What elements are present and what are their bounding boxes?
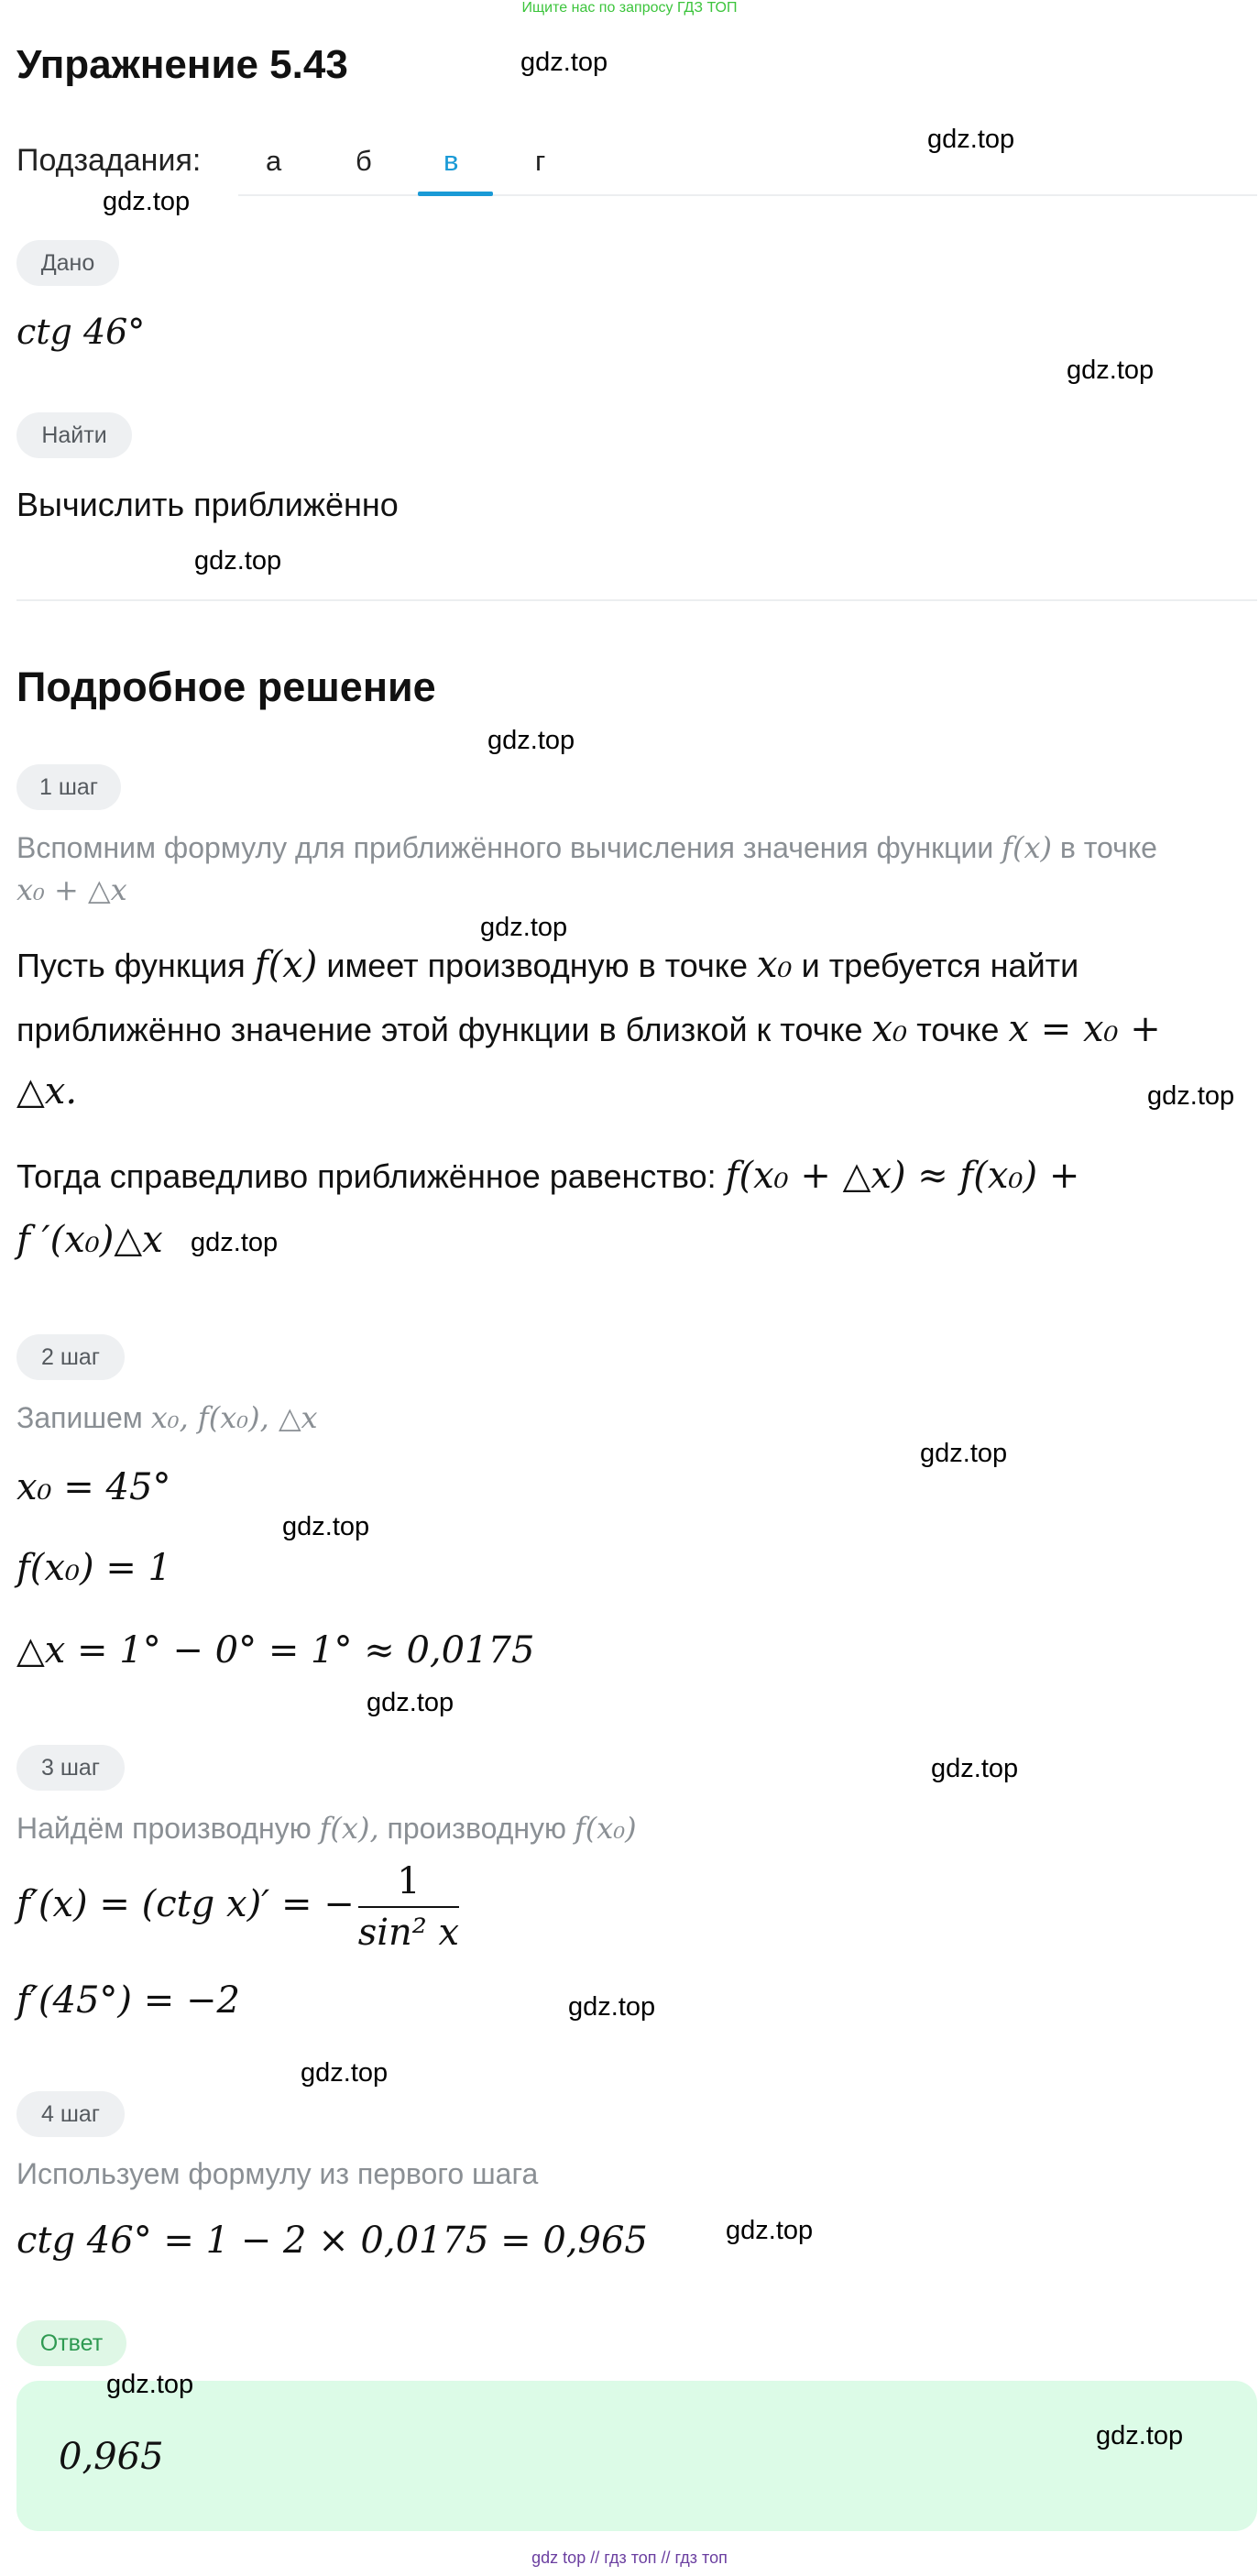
watermark: gdz.top bbox=[103, 187, 191, 216]
step-3-hint-b: производную bbox=[387, 1812, 567, 1845]
step-1-para-5: f ′(x₀)△x bbox=[16, 1219, 163, 1261]
step-4-badge: 4 шаг bbox=[16, 2091, 125, 2137]
step-1-p2-b: точке bbox=[916, 1011, 1000, 1048]
step-3-line-2: f′(45°) = −2 bbox=[16, 1979, 240, 2022]
step-1-para-4 bbox=[16, 1155, 1079, 1197]
step-3-hint-fx: f(x), bbox=[319, 1811, 379, 1846]
watermark: gdz.top bbox=[520, 48, 608, 77]
answer-badge: Ответ bbox=[16, 2320, 126, 2366]
given-expression: ctg 46° bbox=[16, 312, 146, 352]
step-3-badge: 3 шаг bbox=[16, 1745, 125, 1791]
step-1-p2-x0: x₀ bbox=[871, 1008, 908, 1050]
step-2-line-2: f(x₀) = 1 bbox=[16, 1547, 172, 1589]
watermark: gdz.top bbox=[1147, 1081, 1235, 1111]
solution-title: Подробное решение bbox=[16, 663, 436, 710]
step-3-hint bbox=[16, 1811, 637, 1846]
answer-box bbox=[16, 2381, 1257, 2531]
page-title: Упражнение 5.43 bbox=[16, 42, 348, 87]
watermark: gdz.top bbox=[194, 546, 282, 575]
watermark: gdz.top bbox=[568, 1992, 656, 2022]
find-text: Вычислить приближённо bbox=[16, 486, 399, 523]
step-3-line-1 bbox=[16, 1860, 463, 1954]
step-2-line-3: △x = 1° − 0° = 1° ≈ 0,0175 bbox=[16, 1629, 535, 1672]
tab-b[interactable]: б bbox=[356, 145, 372, 177]
active-tab-indicator bbox=[418, 192, 493, 196]
watermark: gdz.top bbox=[480, 913, 568, 942]
tab-v[interactable]: в bbox=[443, 145, 459, 177]
step-3-hint-a: Найдём производную bbox=[16, 1812, 312, 1845]
header-note: Ищите нас по запросу ГДЗ ТОП bbox=[521, 0, 738, 16]
step-1-p4-a: Тогда справедливо приближённое равенство: bbox=[16, 1157, 717, 1195]
watermark: gdz.top bbox=[106, 2370, 194, 2399]
step-3-fraction bbox=[358, 1860, 459, 1954]
answer-value: 0,965 bbox=[59, 2436, 164, 2478]
step-1-hint-point: x₀ + △x bbox=[16, 872, 127, 907]
step-1-hint-fx: f(x) bbox=[1002, 830, 1052, 865]
watermark: gdz.top bbox=[191, 1228, 279, 1257]
step-3-fraction-num: 1 bbox=[358, 1860, 459, 1908]
step-1-p1-x0: x₀ bbox=[756, 944, 793, 986]
step-1-badge: 1 шаг bbox=[16, 764, 121, 810]
watermark: gdz.top bbox=[726, 2216, 814, 2245]
watermark: gdz.top bbox=[1096, 2421, 1184, 2450]
step-3-derivative-left: f′(x) = (ctg x)′ = − bbox=[16, 1883, 355, 1925]
watermark: gdz.top bbox=[367, 1688, 454, 1717]
step-1-p1-c: и требуется найти bbox=[801, 947, 1079, 984]
watermark: gdz.top bbox=[282, 1512, 370, 1541]
subtasks-label: Подзадания: bbox=[16, 143, 202, 178]
watermark: gdz.top bbox=[1067, 356, 1155, 385]
step-1-p2-expr: x = x₀ + bbox=[1008, 1008, 1161, 1050]
step-3-hint-fx0: f(x₀) bbox=[574, 1811, 637, 1846]
step-1-para-3: △x. bbox=[16, 1070, 78, 1113]
tab-g[interactable]: г bbox=[535, 145, 546, 177]
step-1-p1-a: Пусть функция bbox=[16, 947, 246, 984]
watermark: gdz.top bbox=[301, 2058, 389, 2088]
watermark: gdz.top bbox=[487, 726, 575, 755]
step-1-p1-b: имеет производную в точке bbox=[326, 947, 748, 984]
step-1-para-2 bbox=[16, 1008, 1161, 1050]
find-badge: Найти bbox=[16, 412, 132, 458]
step-1-hint-text: Вспомним формулу для приближённого вычисления значения функции bbox=[16, 831, 994, 864]
step-1-p4-expr: f(x₀ + △x) ≈ f(x₀) + bbox=[725, 1155, 1080, 1197]
tab-a[interactable]: а bbox=[266, 145, 282, 177]
step-1-hint bbox=[16, 830, 1157, 865]
step-4-line-1: ctg 46° = 1 − 2 × 0,0175 = 0,965 bbox=[16, 2220, 648, 2262]
step-1-p2-a: приближённо значение этой функции в близкой к точке bbox=[16, 1011, 863, 1048]
step-2-hint-text: Запишем bbox=[16, 1401, 143, 1434]
step-3-fraction-den: sin² x bbox=[357, 1912, 460, 1954]
given-badge: Дано bbox=[16, 240, 119, 286]
step-2-hint-expr: x₀, f(x₀), △x bbox=[150, 1400, 318, 1435]
watermark: gdz.top bbox=[920, 1439, 1008, 1468]
step-2-badge: 2 шаг bbox=[16, 1334, 125, 1380]
section-divider bbox=[16, 599, 1257, 601]
step-1-para-1 bbox=[16, 944, 1078, 986]
step-2-line-1: x₀ = 45° bbox=[16, 1466, 171, 1508]
step-1-p1-fx: f(x) bbox=[254, 944, 318, 986]
step-2-hint bbox=[16, 1400, 318, 1435]
step-1-hint-mid: в точке bbox=[1059, 831, 1157, 864]
watermark: gdz.top bbox=[927, 125, 1015, 154]
footer-links[interactable]: gdz top // гдз топ // гдз топ bbox=[531, 2549, 728, 2567]
step-4-hint: Используем формулу из первого шага bbox=[16, 2157, 539, 2190]
tabs-underline-track bbox=[238, 194, 1257, 196]
watermark: gdz.top bbox=[931, 1754, 1019, 1783]
